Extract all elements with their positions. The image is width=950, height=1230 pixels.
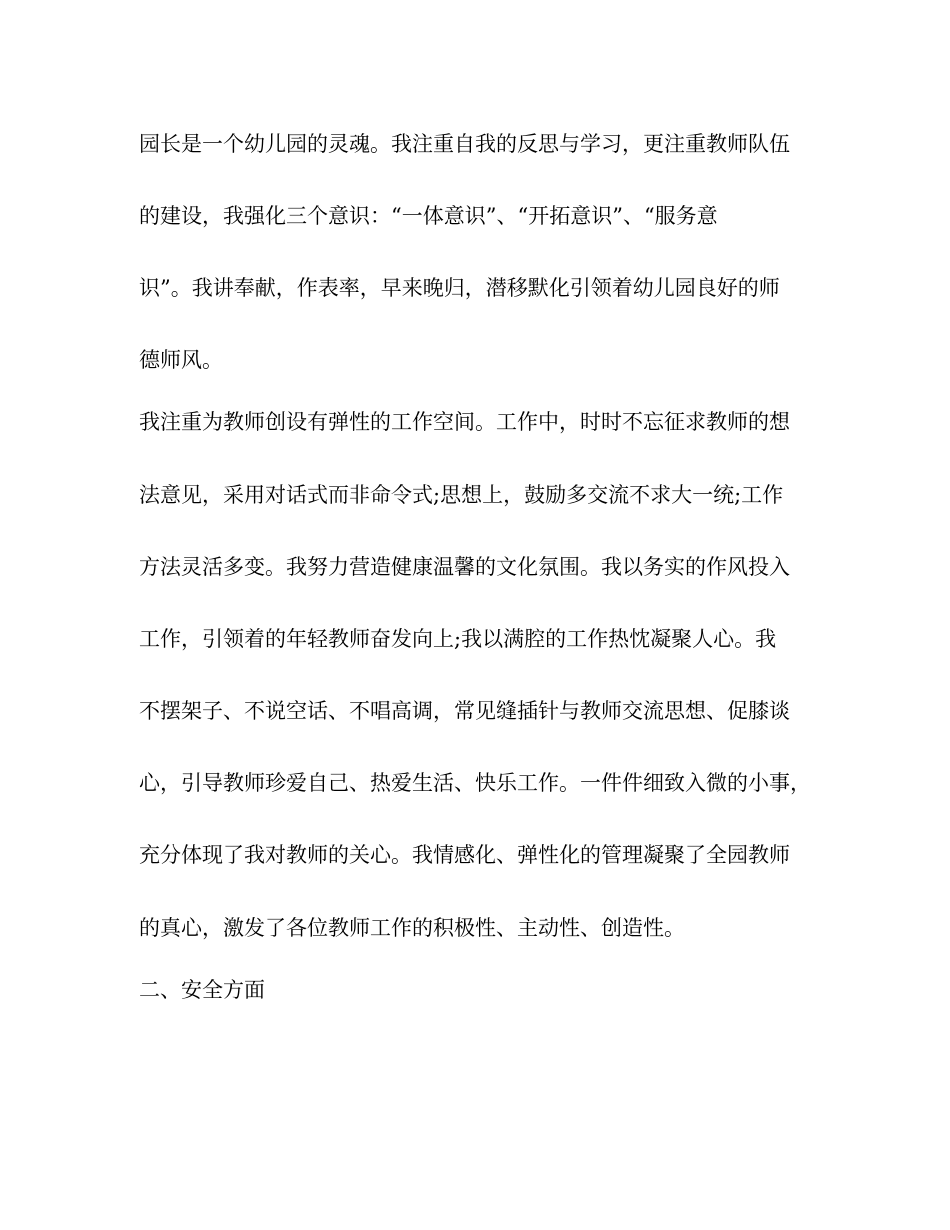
text-line: 不摆架子、不说空话、不唱高调，常见缝插针与教师交流思想、促膝谈 — [139, 699, 790, 723]
text-line: 法意见，采用对话式而非命令式;思想上，鼓励多交流不求大一统;工作 — [139, 483, 784, 507]
text-line: 我注重为教师创设有弹性的工作空间。工作中，时时不忘征求教师的想 — [139, 410, 790, 434]
text-line: 充分体现了我对教师的关心。我情感化、弹性化的管理凝聚了全园教师 — [139, 843, 790, 867]
text-line: 方法灵活多变。我努力营造健康温馨的文化氛围。我以务实的作风投入 — [139, 555, 790, 579]
text-line: 园长是一个幼儿园的灵魂。我注重自我的反思与学习，更注重教师队伍 — [139, 132, 790, 156]
text-line: 的建设，我强化三个意识：“一体意识”、“开拓意识”、“服务意 — [139, 204, 718, 228]
text-line: 心，引导教师珍爱自己、热爱生活、快乐工作。一件件细致入微的小事， — [139, 771, 811, 795]
text-line: 识”。我讲奉献，作表率，早来晚归，潜移默化引领着幼儿园良好的师 — [139, 276, 780, 300]
section-heading: 二、安全方面 — [139, 978, 265, 1002]
text-line: 的真心，激发了各位教师工作的积极性、主动性、创造性。 — [139, 916, 685, 940]
text-line: 工作，引领着的年轻教师奋发向上;我以满腔的工作热忱凝聚人心。我 — [139, 627, 777, 651]
text-line: 德师风。 — [139, 348, 223, 372]
